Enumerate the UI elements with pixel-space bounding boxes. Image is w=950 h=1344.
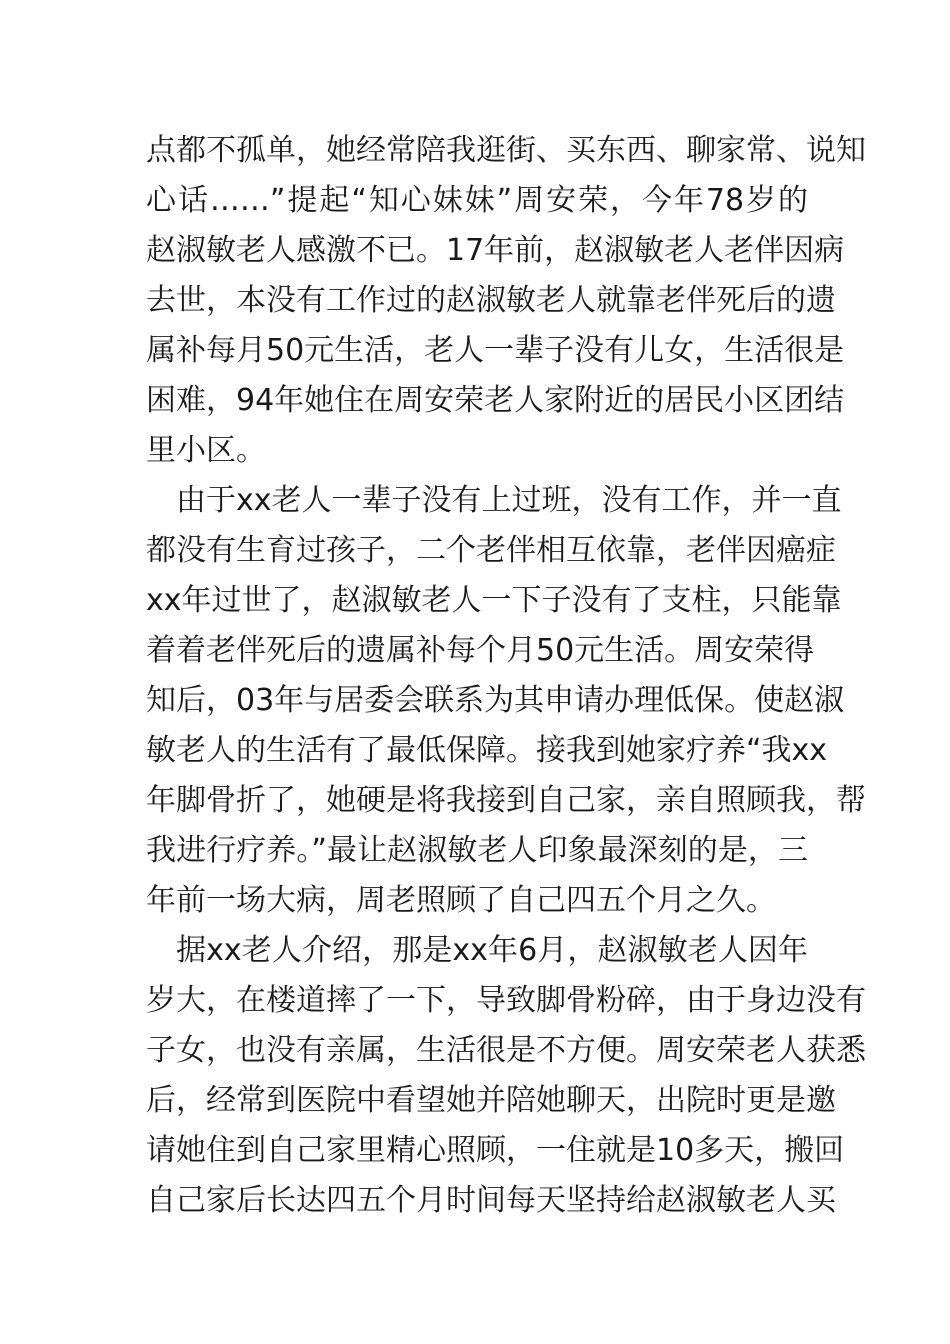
text-line: 去世，本没有工作过的赵淑敏老人就靠老伴死后的遗: [146, 283, 836, 318]
text-line: 我进行疗养。”最让赵淑敏老人印象最深刻的是，三: [146, 833, 808, 868]
text-line: 点都不孤单，她经常陪我逛街、买东西、聊家常、说知: [146, 133, 866, 168]
text-line: xx年过世了，赵淑敏老人一下子没有了支柱，只能靠: [146, 583, 842, 618]
text-line: 困难，94年她住在周安荣老人家附近的居民小区团结: [146, 383, 845, 418]
text-line: 里小区。: [146, 433, 266, 468]
text-line: 自己家后长达四五个月时间每天坚持给赵淑敏老人买: [146, 1183, 836, 1218]
text-line: 后，经常到医院中看望她并陪她聊天，出院时更是邀: [146, 1083, 836, 1118]
text-line: 年脚骨折了，她硬是将我接到自己家，亲自照顾我，帮: [146, 783, 866, 818]
text-line: 请她住到自己家里精心照顾，一住就是10多天，搬回: [146, 1133, 845, 1168]
text-line: 年前一场大病，周老照顾了自己四五个月之久。: [146, 883, 776, 918]
text-line: 心话……”提起“知心妹妹”周安荣，今年78岁的: [146, 183, 808, 218]
text-line: 赵淑敏老人感激不已。17年前，赵淑敏老人老伴因病: [146, 233, 845, 268]
text-line: 子女，也没有亲属，生活很是不方便。周安荣老人获悉: [146, 1033, 866, 1068]
text-line: 据xx老人介绍，那是xx年6月，赵淑敏老人因年: [146, 933, 808, 968]
text-line: 敏老人的生活有了最低保障。接我到她家疗养“我xx: [146, 733, 828, 768]
text-line: 属补每月50元生活，老人一辈子没有儿女，生活很是: [146, 333, 845, 368]
text-line: 由于xx老人一辈子没有上过班，没有工作，并一直: [146, 483, 842, 518]
text-line: 岁大，在楼道摔了一下，导致脚骨粉碎，由于身边没有: [146, 983, 866, 1018]
text-line: 知后，03年与居委会联系为其申请办理低保。使赵淑: [146, 683, 845, 718]
text-line: 着着老伴死后的遗属补每个月50元生活。周安荣得: [146, 633, 815, 668]
body-text: [146, 126, 866, 1226]
text-line: 都没有生育过孩子，二个老伴相互依靠，老伴因癌症: [146, 533, 836, 568]
